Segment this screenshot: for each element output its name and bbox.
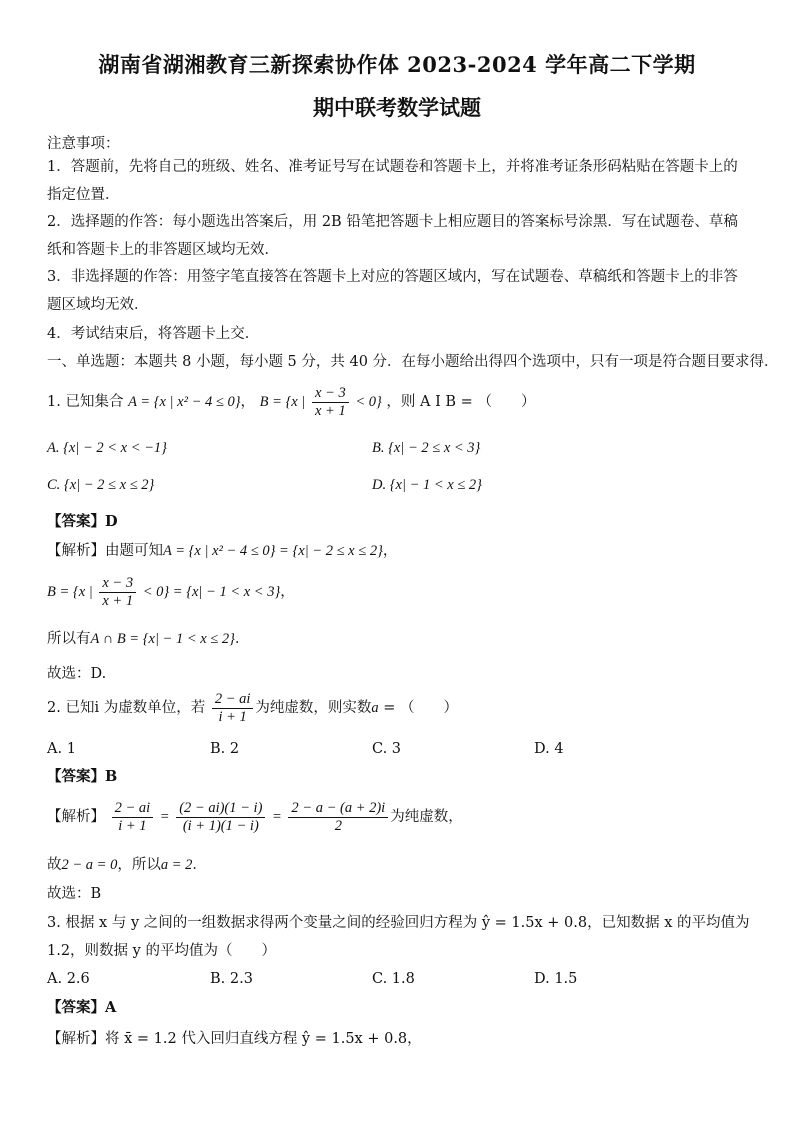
question-2-option-b: B. 2: [210, 741, 240, 757]
question-1-fraction: $\frac{x - 3}{x + 1}$: [312, 385, 349, 420]
question-2-analysis-line-2: 故2 − a = 0，所以a = 2．: [47, 857, 207, 873]
question-3-option-d: D. 1.5: [534, 971, 578, 987]
question-1-option-b: B. {x| − 2 ≤ x < 3}: [372, 440, 481, 456]
question-3-answer: 【答案】A: [47, 999, 117, 1016]
notice-item-4: 4．考试结束后，将答题卡上交．: [47, 326, 260, 342]
question-3-option-c: C. 1.8: [372, 971, 415, 987]
notice-item-2: 2．选择题的作答：每小题选出答案后，用 2B 铅笔把答题卡上相应题目的答案标号涂黑．写在试题卷、草稿纸和答题卡上的非答题区域均无效．: [47, 214, 738, 258]
question-1-option-c: C. {x| − 2 ≤ x ≤ 2}: [47, 477, 155, 493]
notice-item-1: 1．答题前，先将自己的班级、姓名、准考证号写在试题卷和答题卡上，并将准考证条形码粘贴在答题卡上的指定位置．: [47, 159, 738, 203]
question-2-analysis-line-1: 【解析】 $\frac{2 - ai}{i + 1}$ = $\frac{(2 - ai)(1 - i)}{(i + 1)(1 - i)}$ = $\frac{2 - a - (a + 2)i}{2}$ 为纯虚数，: [47, 799, 463, 834]
page-title: 湖南省湖湘教育三新探索协作体 2023-2024 学年高二下学期: [98, 52, 696, 77]
question-2-stem: 2. 已知i 为虚数单位，若 $\frac{2 - ai}{i + 1}$ 为纯虚数，则实数a = （ ）: [47, 690, 459, 725]
question-2-choice: 故选：B: [47, 886, 102, 902]
question-3-option-b: B. 2.3: [210, 971, 253, 987]
question-3-stem: 3. 根据 x 与 y 之间的一组数据求得两个变量之间的经验回归方程为 ŷ = 1.5x + 0.8，已知数据 x 的平均值为 1.2，则数据 y 的平均值为（ ）: [47, 915, 750, 959]
notice-heading: 注意事项：: [47, 136, 120, 152]
question-3-option-a: A. 2.6: [47, 971, 90, 987]
notice-item-3: 3．非选择题的作答：用签字笔直接答在答题卡上对应的答题区域内，写在试题卷、草稿纸和答题卡上的非答题区域均无效．: [47, 269, 738, 313]
page-subtitle: 期中联考数学试题: [313, 95, 481, 120]
question-1-stem: 1. 已知集合 A = {x | x² − 4 ≤ 0}， B = {x | $\frac{x - 3}{x + 1}$ < 0} ，则 A I B = （ ）: [47, 384, 536, 419]
question-1-choice: 故选：D.: [47, 666, 107, 682]
question-2-option-c: C. 3: [372, 741, 402, 757]
question-1-analysis-line-3: 所以有A ∩ B = {x| − 1 < x ≤ 2}．: [47, 631, 250, 647]
question-2-option-a: A. 1: [47, 741, 76, 757]
question-1-answer: 【答案】D: [47, 513, 118, 530]
question-1-analysis-line-2: B = {x | $\frac{x - 3}{x + 1}$ < 0} = {x| − 1 < x < 3}，: [47, 574, 295, 609]
question-1-analysis-line-1: 【解析】由题可知A = {x | x² − 4 ≤ 0} = {x| − 2 ≤ x ≤ 2}，: [47, 543, 398, 559]
section-heading: 一、单选题：本题共 8 小题，每小题 5 分，共 40 分．在每小题给出得四个选项中，只有一项是符合题目要求得．: [47, 354, 779, 370]
question-2-fraction: $\frac{2 - ai}{i + 1}$: [212, 691, 254, 726]
question-2-option-d: D. 4: [534, 741, 564, 757]
question-1-option-d: D. {x| − 1 < x ≤ 2}: [372, 477, 482, 493]
question-2-answer: 【答案】B: [47, 768, 118, 785]
question-1-option-a: A. {x| − 2 < x < −1}: [47, 440, 167, 456]
question-3-analysis: 【解析】将 x̄ = 1.2 代入回归直线方程 ŷ = 1.5x + 0.8，: [47, 1031, 422, 1047]
